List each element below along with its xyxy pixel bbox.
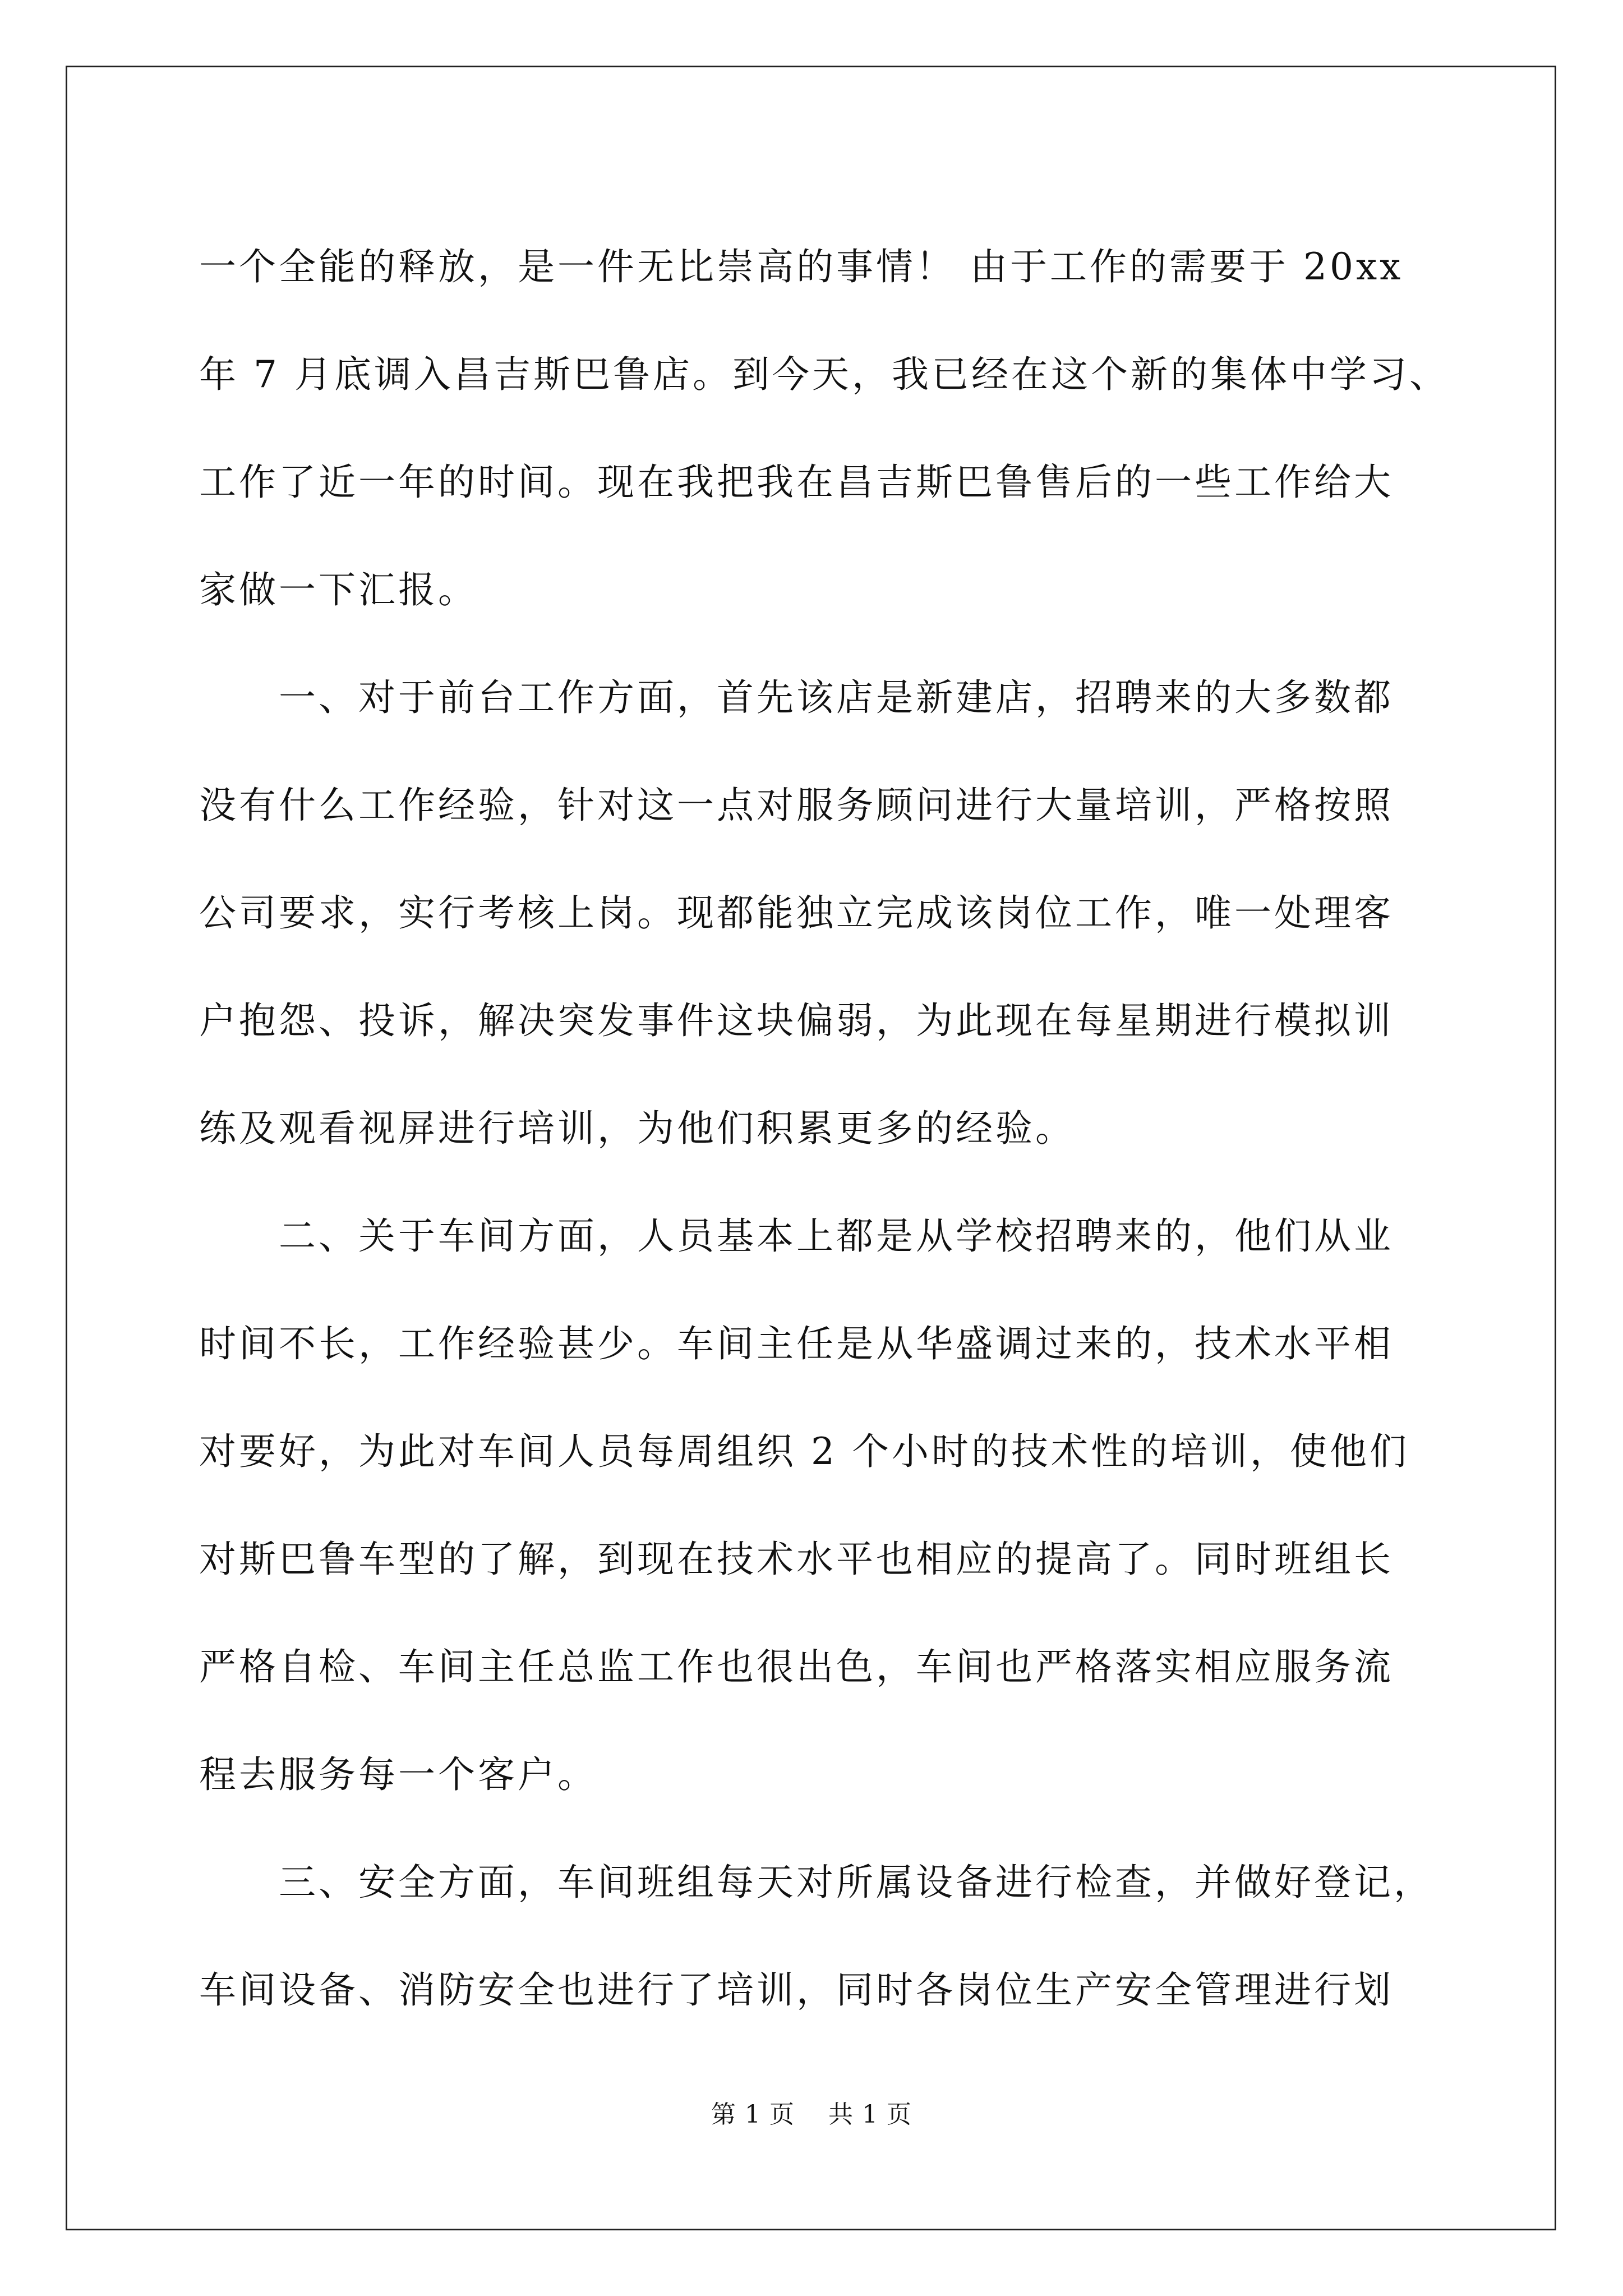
text-line: 家做一下汇报。 bbox=[199, 568, 478, 611]
text-line: 户抱怨、投诉，解决突发事件这块偏弱，为此现在每星期进行模拟训 bbox=[199, 999, 1394, 1042]
text-line: 时间不长，工作经验甚少。车间主任是从华盛调过来的，技术水平相 bbox=[199, 1322, 1394, 1365]
text-line: 严格自检、车间主任总监工作也很出色，车间也严格落实相应服务流 bbox=[199, 1645, 1394, 1688]
text-line: 一个全能的释放，是一件无比崇高的事情！ 由于工作的需要于 20xx bbox=[199, 245, 1404, 288]
text-line: 二、关于车间方面，人员基本上都是从学校招聘来的，他们从业 bbox=[199, 1214, 1394, 1258]
text-line: 程去服务每一个客户。 bbox=[199, 1753, 597, 1796]
text-line: 对要好，为此对车间人员每周组织 2 个小时的技术性的培训，使他们 bbox=[199, 1430, 1409, 1473]
text-line: 三、安全方面，车间班组每天对所属设备进行检查，并做好登记， bbox=[199, 1861, 1433, 1904]
text-line: 一、对于前台工作方面，首先该店是新建店，招聘来的大多数都 bbox=[199, 676, 1394, 719]
document-body bbox=[199, 213, 1449, 2044]
text-line: 练及观看视屏进行培训，为他们积累更多的经验。 bbox=[199, 1107, 1075, 1150]
text-line: 车间设备、消防安全也进行了培训，同时各岗位生产安全管理进行划 bbox=[199, 1968, 1394, 2012]
page-number-total: 共 1 页 bbox=[828, 2100, 912, 2129]
page-footer bbox=[0, 2098, 1623, 2132]
page-number-current: 第 1 页 bbox=[711, 2100, 795, 2129]
text-line: 公司要求，实行考核上岗。现都能独立完成该岗位工作，唯一处理客 bbox=[199, 891, 1394, 935]
text-line: 工作了近一年的时间。现在我把我在昌吉斯巴鲁售后的一些工作给大 bbox=[199, 461, 1394, 504]
text-line: 没有什么工作经验，针对这一点对服务顾问进行大量培训，严格按照 bbox=[199, 784, 1394, 827]
text-line: 对斯巴鲁车型的了解，到现在技术水平也相应的提高了。同时班组长 bbox=[199, 1538, 1394, 1581]
text-line: 年 7 月底调入昌吉斯巴鲁店。到今天，我已经在这个新的集体中学习、 bbox=[199, 353, 1449, 396]
